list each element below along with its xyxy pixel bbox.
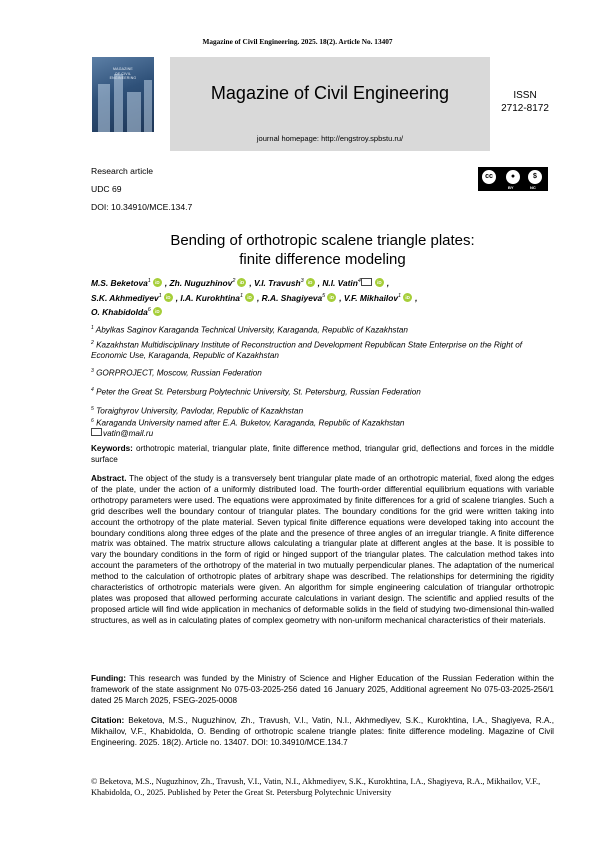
affiliation-6: $^6$ Karaganda University named after E.A. Buketov, Karaganda, Republic of Kazakhstan	[91, 418, 405, 428]
orcid-icon[interactable]: iD	[237, 278, 246, 287]
udc: UDC 69	[91, 184, 122, 194]
by-label: BY	[508, 185, 514, 190]
corresponding-email	[91, 428, 556, 440]
copyright-notice: © Beketova, M.S., Nuguzhinov, Zh., Travush, V.I., Vatin, N.I., Akhmediyev, S.K., Kurokhtina, I.A., Shagiyeva, R.A., Mikhailov, V.F., Khabidolda, O., 2025. Published by Peter the Great St. Petersburg Polytechnic University	[91, 777, 541, 797]
author-name: R.A. Shagiyeva	[261, 293, 323, 303]
mail-icon	[91, 428, 102, 436]
nc-dollar-icon: $	[527, 169, 543, 185]
affiliation-2: $^2$ Kazakhstan Multidisciplinary Institute of Reconstruction and Development Republican State Enterprise on the Right of Economic Use, Karaganda, Republic of Kazakhstan	[91, 340, 523, 361]
affiliation-5: $^5$ Toraighyrov University, Pavlodar, Republic of Kazakhstan	[91, 406, 304, 416]
orcid-icon[interactable]: iD	[327, 293, 336, 302]
affiliation-4: $^4$ Peter the Great St. Petersburg Polytechnic University, St. Petersburg, Russian Federation	[91, 387, 421, 397]
running-head: Magazine of Civil Engineering. 2025. 18(2). Article No. 13407	[202, 37, 393, 46]
author-name: I.A. Kurokhtina	[180, 293, 240, 303]
abstract-text: The object of the study is a transversely bent triangular plate made of an orthotropic material, fixed along the edges of the plate, under the action of a uniformly distributed load. The fourth-order differential equilibrium equations with variable orthotropy parameters were used. The equations were approximated by finite differences for a grid of scalene triangles. Such a grid describes well the boundary contour of triangular plates. The boundary conditions for the grid were written taking into account the orthotropy of the plate material. Seven typical finite difference equations were developed taking into account the boundary conditions along three edges of the plate and the presence of three angles of an irregular triangle. A finite difference matrix was obtained. The matrix structure allows calculating a triangular plate at different angles at the base. It is possible to vary the boundary conditions in the form of rigid or hinged support of the triangular plates. The calculation method takes into account the parameters of the orthotropy of the material in two mutually perpendicular planes. The adaptation of the numerical method to the calculation of orthotropic plates of arbitrary shape was described. The relationships for determining the rigidity characteristics of orthotropic materials were given. An algorithm for simple engineering calculation of triangular orthotropic plates was proposed that allowed performing accurate calculations in variant design. The scientific and applied results of the proposed article will find wide application in mechanics of deformable solids in the field of studying two-dimensional thin-walled structures, as well as in calculating plates of complex geometry with non-uniform mechanical characteristics of their materials.	[91, 474, 554, 625]
author-name: S.K. Akhmediyev	[91, 293, 159, 303]
author-name: V.F. Mikhailov	[343, 293, 399, 303]
issn-label: ISSN	[513, 90, 537, 101]
journal-cover-image	[92, 57, 154, 132]
abstract	[91, 474, 554, 627]
author-name: M.S. Beketova	[91, 278, 148, 288]
issn-number: 2712-8172	[501, 103, 549, 114]
email-link[interactable]: vatin@mail.ru	[103, 429, 154, 438]
author-name: O. Khabidolda	[91, 307, 148, 317]
author-line-2: S.K. Akhmediyev$^1$ iD , I.A. Kurokhtina$^1$ iD , R.A. Shagiyeva$^5$ iD , V.F. Mikhailov$^1$ iD ,	[91, 293, 418, 303]
journal-homepage[interactable]: journal homepage: http://engstroy.spbstu.ru/	[256, 134, 404, 143]
orcid-icon[interactable]: iD	[164, 293, 173, 302]
author-name: V.I. Travush	[254, 278, 301, 288]
keywords-label: Keywords:	[91, 444, 133, 453]
citation-text: Beketova, M.S., Nuguzhinov, Zh., Travush, V.I., Vatin, N.I., Akhmediyev, S.K., Kurokhtina, I.A., Shagiyeva, R.A., Mikhailov, V.F., Khabidolda, O. Bending of orthotropic scalene triangle plates: finite difference modeling. Magazine of Civil Engineering. 2025. 18(2). Article no. 13407. DOI: 10.34910/MCE.134.7	[91, 716, 555, 747]
article-title: Bending of orthotropic scalene triangle plates: finite difference modeling	[170, 232, 475, 268]
affiliation-1: $^1$ Abylkas Saginov Karaganda Technical University, Karaganda, Republic of Kazakhstan	[91, 325, 408, 335]
nc-label: NC	[530, 185, 536, 190]
author-name: N.I. Vatin	[322, 278, 358, 288]
orcid-icon[interactable]: iD	[245, 293, 254, 302]
citation-label: Citation:	[91, 716, 125, 725]
funding-label: Funding:	[91, 674, 127, 683]
mail-icon	[361, 278, 372, 286]
orcid-icon[interactable]: iD	[375, 278, 384, 287]
orcid-icon[interactable]: iD	[153, 278, 162, 287]
funding-text: This research was funded by the Ministry of Science and Higher Education of the Russian Federation within the framework of the state assignment No 075-03-2025-256 dated 16 January 2025, Additional agreement No 075-03-2025-256/1 dated 25 March 2025, FSEG-2025-0008	[91, 674, 554, 705]
cover-title: MAGAZINE OF CIVIL ENGINEERING	[109, 67, 137, 80]
author-name: Zh. Nuguzhinov	[169, 278, 233, 288]
journal-title: Magazine of Civil Engineering	[210, 83, 450, 103]
issn-block	[497, 89, 553, 115]
orcid-icon[interactable]: iD	[153, 307, 162, 316]
orcid-icon[interactable]: iD	[306, 278, 315, 287]
affiliation-3: $^3$ GORPROJECT, Moscow, Russian Federation	[91, 368, 262, 378]
author-line-1: M.S. Beketova$^1$ iD , Zh. Nuguzhinov$^2$ iD , V.I. Travush$^3$ iD , N.I. Vatin$^4$ iD ,	[91, 278, 390, 288]
author-line-3: O. Khabidolda$^6$ iD	[91, 307, 165, 317]
article-type: Research article	[91, 166, 154, 176]
abstract-label: Abstract.	[91, 474, 127, 483]
keywords-text: orthotropic material, triangular plate, finite difference method, triangular grid, deflections and forces in the middle surface	[91, 444, 554, 464]
funding	[91, 674, 554, 707]
citation	[91, 716, 554, 749]
by-person-icon: ●	[505, 169, 521, 185]
doi[interactable]: DOI: 10.34910/MCE.134.7	[91, 202, 193, 212]
cc-by-nc-icon[interactable]	[478, 167, 548, 191]
cc-icon: cc	[481, 169, 497, 185]
orcid-icon[interactable]: iD	[403, 293, 412, 302]
keywords	[91, 444, 554, 466]
